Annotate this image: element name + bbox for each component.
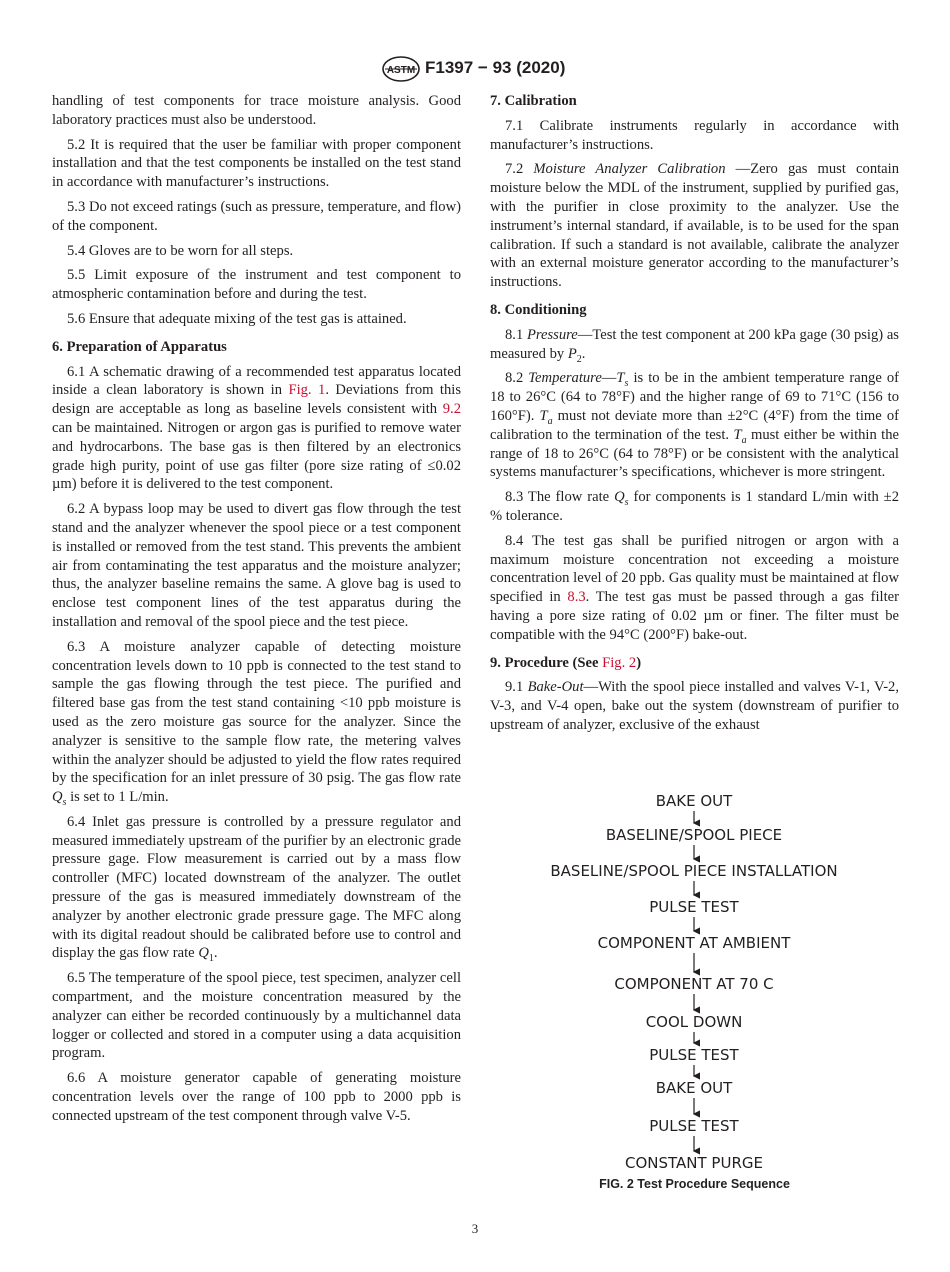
procedure-flowchart (540, 790, 845, 1170)
flow-step-6: COMPONENT AT 70 C (614, 975, 774, 993)
section-9-2-link[interactable]: 9.2 (442, 401, 461, 418)
left-column (52, 92, 461, 1132)
paragraph-5-3: 5.3 Do not exceed ratings (such as pressure, temperature, and flow) of the component. (52, 198, 461, 234)
flow-step-8: PULSE TEST (649, 1046, 739, 1064)
logo-text: ASTM (386, 65, 416, 76)
section-7-heading: 7. Calibration (490, 93, 577, 109)
paragraph-6-3: 6.3 A moisture analyzer capable of detecting moisture concentration levels down to 10 ppb is connected to the test stand to sample the gas flowing through the test piece. The purified and filtered base gas from the test stand containing <10 ppb moisture is used as the zero moisture gas source for the analyzer. Since the analyzer is sensitive to the sample flow rate, the metering valves within the analyzer should be adjusted to yield the flow rates required by the specification for an inlet pressure of 30 psig. The gas flow rate $Q_s$ is set to 1 L/min. (52, 638, 461, 808)
paragraph-5-1-cont: handling of test components for trace moisture analysis. Good laboratory practices must also be understood. (52, 93, 461, 128)
paragraph-6-5: 6.5 The temperature of the spool piece, test specimen, analyzer cell compartment, and the moisture concentration measured by the analyzer can either be recorded continuously by a multichannel data logger or collected and stored in a computer using a data acquisition program. (52, 970, 461, 1062)
paragraph-5-4: 5.4 Gloves are to be worn for all steps. (67, 242, 294, 259)
paragraph-7-1: 7.1 Calibrate instruments regularly in accordance with manufacturer’s instructions. (490, 117, 899, 153)
paragraph-6-4: 6.4 Inlet gas pressure is controlled by a pressure regulator and measured immediately upstream of the purifier by an electronic grade pressure gage. Flow measurement is carried out by a mass flow controller (MFC) located downstream of the analyzer. The outlet pressure of the gas is measured immediately downstream of the analyzer by another electronic grade pressure gage. The MFC along with its digital readout should be calibrated before use to control and display the gas flow rate $Q_1$. (52, 813, 461, 965)
paragraph-6-2: 6.2 A bypass loop may be used to divert gas flow through the test stand and the analyzer whenever the spool piece or a test component is installed or removed from the test stand. This prevents the ambient air from contaminating the test apparatus and the moisture analyzer; thus, the analyzer baseline remains the same. A glove bag is used to enclose test component lines of the test apparatus during the installation and removal of the spool piece and the test piece. (52, 501, 461, 630)
paragraph-8-3: 8.3 The flow rate $Q_s$ for components is 1 standard L/min with ±2 % tolerance. (490, 489, 899, 524)
paragraph-7-2: 7.2 Moisture Analyzer Calibration —Zero gas must contain moisture below the MDL of the instrument, supplied by purified gas, with the purifier in close proximity to the analyzer. Use the instrument’s internal standard, if available, is to be used for the span calibration. If such a standard is not available, calibrate the analyzer with an external moisture generator according to the manufacturer’s instructions. (490, 161, 899, 291)
flow-step-10: PULSE TEST (649, 1117, 739, 1135)
figure-caption: FIG. 2 Test Procedure Sequence (599, 1177, 790, 1191)
paragraph-8-4: 8.4 The test gas shall be purified nitrogen or argon with a maximum moisture concentration not exceeding a moisture concentration level of 20 ppb. Gas quality must be maintained at flow specified in 8.3. The test gas must be passed through a gas filter having a pore size rating of 0.02 µm or finer. The filter must be compatible with the 94°C (200°F) bake-out. (490, 532, 899, 643)
flow-step-4: PULSE TEST (649, 898, 739, 916)
flow-step-11: CONSTANT PURGE (625, 1154, 763, 1170)
flow-step-7: COOL DOWN (645, 1013, 743, 1031)
paragraph-9-1: 9.1 Bake-Out—With the spool piece installed and valves V-1, V-2, V-3, and V-4 open, bake out the system (downstream of purifier to upstream of analyzer, exclusive of the exhaust (490, 679, 899, 733)
document-id: F1397 − 93 (2020) (425, 58, 566, 77)
section-8-heading: 8. Conditioning (490, 301, 587, 318)
flow-step-2: BASELINE/SPOOL PIECE (605, 826, 783, 844)
flow-step-1: BAKE OUT (655, 792, 733, 810)
flowchart-svg (540, 790, 845, 1170)
astm-logo-icon (381, 56, 421, 82)
flow-step-3: BASELINE/SPOOL PIECE INSTALLATION (550, 862, 838, 880)
flow-step-5: COMPONENT AT AMBIENT (597, 934, 791, 952)
fig-2-link[interactable]: Fig. 2 (602, 654, 637, 671)
paragraph-6-1: 6.1 A schematic drawing of a recommended test apparatus located inside a clean laboratory is shown in Fig. 1. Deviations from this design are acceptable as long as baseline levels consistent with 9.2 can be maintained. Nitrogen or argon gas is purified to remove water and hydrocarbons. The base gas is then filtered by an electronics grade high purity, point of use gas filter (pore size rating of ≤0.02 µm) before it is delivered to the test component. (52, 363, 462, 493)
section-9-heading: 9. Procedure (See Fig. 2) (490, 654, 642, 671)
page-header (0, 56, 950, 82)
paragraph-6-6: 6.6 A moisture generator capable of generating moisture concentration levels over the range of 100 ppb to 2000 ppb is connected upstream of the test component through valve V-5. (52, 1070, 461, 1124)
right-column (490, 92, 899, 741)
section-8-3-link[interactable]: 8.3 (567, 589, 586, 606)
paragraph-5-5: 5.5 Limit exposure of the instrument and test component to atmospheric contamination before and during the test. (52, 267, 461, 303)
paragraph-8-2: 8.2 $Temperature—T_s$ is to be in the ambient temperature range of 18 to 26°C (64 to 78°F) and the higher range of 69 to 71°C (156 to 160°F). $T_a$ must not deviate more than ±2°C (4°F) from the time of calibration to the termination of the test. $T_a$ must either be within the range of 18 to 26°C (64 to 78°F) or be consistent with the analytical systems manufacturer’s specifications, whichever is more stringent. (490, 370, 900, 481)
paragraph-8-1: 8.1 Pressure—Test the test component at 200 kPa gage (30 psig) as measured by $P_2$. (490, 326, 899, 365)
paragraph-5-6: 5.6 Ensure that adequate mixing of the test gas is attained. (67, 310, 407, 327)
flow-step-9: BAKE OUT (655, 1079, 733, 1097)
paragraph-5-2: 5.2 It is required that the user be familiar with proper component installation and that the test components be installed on the test stand in accordance with manufacturer’s instructions. (52, 136, 461, 191)
fig-1-link[interactable]: Fig. 1 (288, 382, 326, 399)
section-6-heading: 6. Preparation of Apparatus (52, 338, 227, 355)
page-number: 3 (471, 1221, 479, 1236)
